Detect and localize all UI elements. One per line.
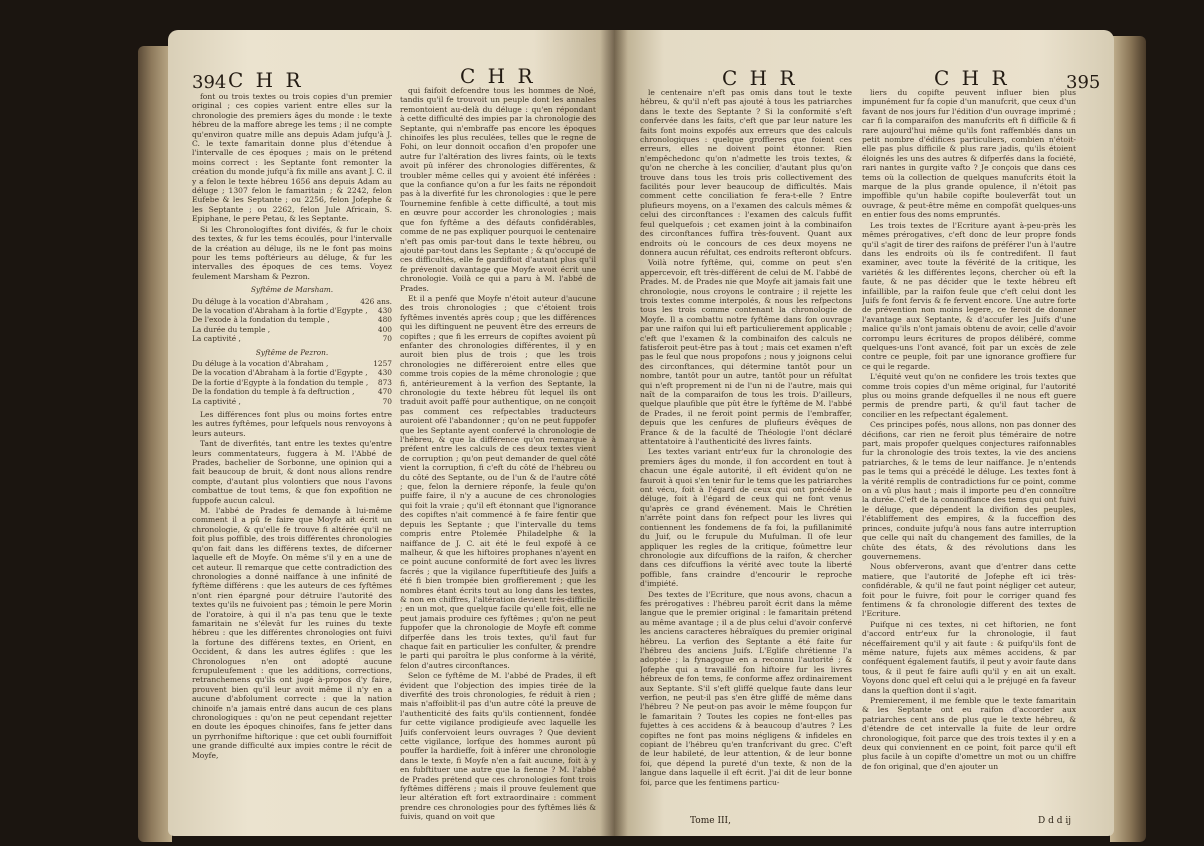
right-column-2 <box>862 88 1076 812</box>
paragraph: M. l'abbé de Prades fe demande à lui-même comment il a pû fe faire que Moyfe ait écrit un chronologie, & qu'elle fe trouve fi altérée qu'il ne foit plus poffible, des trois différentes chronologies qu'on fait dans les différens textes, de difcerner laquelle eft de Moyfe. On même s'il y en a une de cet auteur. Il remarque que cette contradiction des chronologies a donné naiffance à une infinité de fyftème différens : que les auteurs de ces fyftêmes n'ont rien épargné pour détruire l'autorité des textes qu'ils ne fuivoient pas ; témoin le pere Morin de l'oratoire, à qui il n'a pas tenu que le texte famaritain ne s'élevât fur les ruines du texte hébreu : que les différentes chronologies ont fuivi la fortune des différens textes, en Orient, en Occident, & dans les autres églifes : que les Chronologues n'en ont adopté aucune fcrupuleufement : que les additions, corrections, retranchemens qu'ils ont jugé à-propos d'y faire, prouvent bien qu'il leur avoit même il n'y en a aucune d'abfolument correcte : que la nation chinoife n'a jamais entré dans aucun de ces plans chronologiques : qu'on ne peut cependant rejetter en doute les époques chinoifes, fans fe jetter dans un pyrrhonifme hiftorique : que cet oubli fourniffoit une grande difficulté aux impies contre le récit de Moyfe, <box>192 506 392 760</box>
paragraph: Nous obferverons, avant que d'entrer dans cette matiere, que l'autorité de Jofephe eft ici très-confidérable, & qu'il ne faut point négliger cet auteur, foit pour le fuivre, foit pour le corriger quand fes fentimens & fa chronologie different des textes de l'Ecriture. <box>862 562 1076 619</box>
paragraph: Si les Chronologiftes font divifés, & fur le choix des textes, & fur les tems écoulés, pour l'intervalle de la création au déluge, ils ne le font pas moins pour les tems poftérieurs au déluge, & fur les intervalles des époques de ces tems. Voyez feulement Marsham & Pezron. <box>192 224 392 281</box>
list-row <box>192 334 392 343</box>
row-label: La captivité , <box>192 334 241 344</box>
row-value: 470 <box>377 387 392 397</box>
paragraph: Voilà notre fyftême, qui, comme on peut s'en appercevoir, eft très-différent de celui de M. l'abbé de Prades. M. de Prades nie que Moyfe ait jamais fait une chronologie, nous croyons le contraire ; il rejette les trois textes comme interpolés, & nous les refpectons tous les trois comme contenant la chronologie de Moyfe. Il a combattu notre fyftême dans fon ouvrage par une raifon qui lui eft particulierement applicable ; c'eft que l'examen & la combinaifon des calculs ne fatisferoit peut-être pas à tout ; mais cet examen n'eft pas le feul que nous propofons ; nous y joignons celui des circonftances, qui détermine tantôt pour un nombre, tantôt pour un autre, tantôt pour un réfultat qui n'eft proprement ni de l'un ni de l'autre, mais qui naît de la comparaifon de tous les trois. D'ailleurs, quelque plaufible que pût être le fyftême de M. l'abbé de Prades, il ne feroit point permis de l'embraffer, depuis que les cenfures de plufieurs évêques de France & de la faculté de Théologie l'ont déclaré attentatoire à l'authenticité des livres faints. <box>640 258 852 447</box>
paragraph: Premierement, il me femble que le texte famaritain & les Septante ont eu raifon d'accorder aux patriarches cent ans de plus que le texte hébreu, & d'étendre de cet intervalle la fuite de leur ordre chronologique, foit parce que des trois textes il y en a deux qui conviennent en ce point, foit parce qu'il eft plus facile à un copifte d'omettre un mot ou un chiffre de fon original, que d'en ajouter un <box>862 696 1076 771</box>
row-value: 1257 <box>373 358 392 368</box>
list-row <box>192 325 392 334</box>
row-label: De la vocation d'Abraham à la fortie d'Egypte , <box>192 305 368 315</box>
paragraph: Et il a penfé que Moyfe n'étoit auteur d'aucune des trois chronologies ; que c'étoient trois fyftêmes inventés après coup ; que les différences qui les diftinguent ne peuvent être des erreurs de copiftes ; que fi les erreurs de copiftes avoient pû enfanter des chronologies différentes, il y en auroit bien plus de trois ; que les trois chronologies ne différeroient entre elles que comme trois copies de la même chronologie ; que fi, antérieurement à la verfion des Septante, la chronologie du texte hébreu fût lequel ils ont traduit avoit paffé pour authentique, on ne conçoit pas comment ces refpectables traducteurs auroient ofé l'abandonner ; qu'on ne peut fuppofer que les Septante ayent confervé la chronologie de l'hébreu, & que la différence qu'on remarque à préfent entre les calculs de ces deux textes vient de corruption ; qu'on peut demander de quel côté vient la corruption, fi c'eft du côté de l'hébreu ou du côté des Septante, ou de l'un & de l'autre côté ; que, felon la derniere réponfe, la feule qu'on puiffe faire, il n'y a aucune de ces chronologies qui foit la vraie ; qu'il eft étonnant que l'ignorance des copiftes n'ait commencé à fe faire fentir que depuis les Septante ; que l'intervalle du tems compris entre Ptolemée Philadelphe & la naiffance de J. C. ait été le feul expofé à ce malheur, & que les hiftoires prophanes n'ayent en ce point aucune conformité de fort avec les livres facrés ; que la vigilance fuperftitieufe des Juifs a été fi bien trompée bien groffierement ; que les nombres étant écrits tout au long dans les textes, & non en chiffres, l'altération devient très-difficile ; en un mot, que quelque facile qu'elle foit, elle ne peut jamais produire ces fyftêmes ; qu'on ne peut fuppofer que la chronologie de Moyfe eft comme difperfée dans les trois textes, qu'il faut fur chaque fait en particulier les confulter, & prendre le parti qui paroîtra le plus conforme à la vérité, felon d'autres circonftances. <box>400 293 596 670</box>
row-value: 70 <box>382 396 392 406</box>
list-row <box>192 297 392 306</box>
row-label: Du déluge à la vocation d'Abraham , <box>192 296 329 306</box>
list-row <box>192 306 392 315</box>
left-running-head-1: C H R <box>228 68 304 92</box>
page-edges-right <box>1110 36 1146 842</box>
left-column-2 <box>400 86 596 830</box>
right-page-number: 395 <box>1066 72 1101 93</box>
paragraph: qui faifoit defcendre tous les hommes de Noé, tandis qu'il fe trouvoit un peuple dont les annales remontoient au-delà du déluge : qu'en répondant à cette difficulté des impies par la chronologie des Septante, qui n'embraffe pas encore les époques chinoifes les plus reculées, telles que le regne de Fohi, on leur donnoit occafion d'en propofer une autre fur l'altération des livres faints, où le texts avoit pû inférer des chronologies différentes, & troubler même celles qui y avoient été inférées : que la confiance qu'on a fur les faits ne répondoit pas à la diverfité fur les chronologies : que le pere Tournemine fenfible à cette difficulté, a tout mis en œuvre pour accorder les chronologies ; mais que fon fyftême a des défauts confidérables, comme de ne pas expliquer pourquoi le centenaire n'eft pas omis par-tout dans le texte hébreu, ou ajouté par-tout dans les Septante ; & qu'occupé de ces difficultés, elle fe gardiffoit d'autant plus qu'il fe prévenoit davantage que Moyfe avoit écrit une chronologie. Voilà ce qui a paru à M. l'abbé de Prades. <box>400 86 596 293</box>
row-value: 430 <box>377 305 392 315</box>
marsham-system-list <box>192 285 392 343</box>
list-row <box>192 368 392 377</box>
list-row <box>192 387 392 396</box>
row-label: De la fondation du temple à fa deftruction , <box>192 387 355 397</box>
right-footer-volume: Tome III, <box>690 816 731 826</box>
row-value: 70 <box>382 334 392 344</box>
pezron-system-list <box>192 348 392 406</box>
list-row <box>192 397 392 406</box>
list-title: Syftême de Pezron. <box>255 347 329 357</box>
list-title: Syftême de Marsham. <box>250 285 334 295</box>
row-label: De l'exode à la fondation du temple , <box>192 315 330 325</box>
paragraph: le centenaire n'eft pas omis dans tout le texte hébreu, & qu'il n'eft pas ajouté à tous les patriarches dans le texte des Septante ? Si la conformité s'eft confervée dans les faits, c'eft que par leur nature les faits font moins expofés aux erreurs que des calculs chronologiques : quelque groffieres que foient ces erreurs, elles ne doivent point étonner. Rien n'empêchedonc qu'on n'admette les trois textes, & qu'on ne cherche à les concilier, d'autant plus qu'on trouve dans tous les trois pris collectivement des facilités pour lever beaucoup de difficultés. Mais comment cette conciliation fe fera-t-elle ? Entre plufieurs moyens, on a l'examen des calculs mêmes & celui des circonftances : l'examen des calculs fuffit feul quelquefois ; cet examen joint à la combinaifon des circonftances fuffira très-fouvent. Quant aux endroits où le concours de ces deux moyens ne donnera aucun réfultat, ces endroits refteront obfcurs. <box>640 88 852 257</box>
row-value: 400 <box>377 324 392 334</box>
list-row <box>192 378 392 387</box>
paragraph: liers du copifte peuvent influer bien plus impunément fur fa copie d'un manufcrit, que ceux d'un favant de nos jours fur l'édition d'un ouvrage imprimé ; car fi la comparaifon des manufcrits eft fi difficile & fi rare aujourd'hui même qu'ils font raffemblés dans un petit nombre d'édifices particuliers, combien n'étoit-elle pas plus difficile & plus rare jadis, qu'ils étoient éloignés les uns des autres & difperfés dans la fociété, rari nantes in gurgite vafto ? Je conçois que dans ces tems où la collection de quelques manufcrits étoit la marque de la plus grande opulence, il n'étoit pas impoffible qu'un habile copifte bouleverfât tout un ouvrage, & peut-être même en compofât quelques-uns en entier fous des noms empruntés. <box>862 88 1076 220</box>
list-row <box>192 315 392 324</box>
paragraph: Ces principes pofés, nous allons, non pas donner des décifions, car rien ne feroit plus téméraire de notre part, mais propofer quelques conjectures raifonnables fur la chronologie des trois textes, la vie des anciens patriarches, & le tems de leur naiffance. Je n'entends pas le tems qui a précédé le déluge. Les textes font à la vérité remplis de contradictions fur ce point, comme on a vû plus haut ; mais il importe peu d'en connoître la durée. C'eft de la connoiffance des tems qui ont fuivi le déluge, que dépendent la divifion des peuples, l'établiffement des empires, & la fucceffion des princes, conduite jufqu'à nous fans autre interruption que celle qui naît du changement des familles, de la chûte des états, & des révolutions dans les gouvernemens. <box>862 420 1076 561</box>
paragraph: Les trois textes de l'Ecriture ayant à-peu-près les mêmes prérogatives, c'eft donc de leur propre fonds qu'il s'agit de tirer des raifons de préférer l'un à l'autre dans les endroits où ils fe contredifent. Il faut examiner, avec toute la févérité de la critique, les variétés & les différentes leçons, chercher où eft la faute, & ne pas décider que le texte hébreu eft infaillible, par la raifon feule que c'eft celui dont les Juifs fe font fervis & fe fervent encore. Une autre forte de prévention non moins legere, ce feroit de donner l'avantage aux Septante, & d'accufer les Juifs d'une malice qu'ils n'ont jamais obtenu de avoir, celle d'avoir corrompu leurs écritures de propos délibéré, comme quelques-uns l'ont avancé, foit par un excès de zele contre ce peuple, foit par une ignorance groffiere fur ce qui le regarde. <box>862 220 1076 371</box>
right-running-head-2: C H R <box>934 66 1010 90</box>
row-value: 480 <box>377 315 392 325</box>
right-footer-signature: D d d ij <box>1038 816 1071 826</box>
row-label: La durée du temple , <box>192 324 271 334</box>
paragraph: Puifque ni ces textes, ni cet hiftorien, ne font d'accord entr'eux fur la chronologie, il faut néceffairement qu'il y ait faute : & puifqu'ils font de même nature, fujets aux mêmes accidens, & par conféquent également fautifs, il peut y avoir faute dans tous, & il peut fe faire aufli qu'il y en ait un exalt. Voyons donc quel eft celui qui a le préjugé en fa faveur dans la queftion dont il s'agit. <box>862 619 1076 695</box>
row-value: 430 <box>377 368 392 378</box>
row-label: De la fortie d'Egypte à la fondation du temple , <box>192 377 369 387</box>
page-edges-left <box>138 46 172 842</box>
row-label: Du déluge à la vocation d'Abraham , <box>192 358 329 368</box>
row-value: 873 <box>377 377 392 387</box>
row-value: 426 ans. <box>360 296 392 306</box>
paragraph: L'équité veut qu'on ne confidere les trois textes que comme trois copies d'un même original, fur l'autorité plus ou moins grande defquelles il ne nous eft guere permis de prendre parti, & qu'il faut tacher de concilier en les refpectant également. <box>862 372 1076 419</box>
right-column-1 <box>640 88 852 812</box>
left-page-number: 394 <box>192 72 227 93</box>
paragraph: Les textes variant entr'eux fur la chronologie des premiers âges du monde, il fon accordent en tout à chacun une égale autorité, il eft évident qu'on ne fauroit à quoi s'en tenir fur le tems que les patriarches ont vécu, foit à l'égard de ceux qui ont précédé le déluge, foit à l'égard de ceux qui ne font venus qu'après ce grand événement. Mais le Chrétien n'arrête point dans fon refpect pour les livres qui contiennent les fondemens de fa foi, la pufillanimité du Juif, ou le fcrupule du Mufulman. Il ofe leur appliquer les regles de la critique, foûmettre leur chronologie aux difcuffions de la raifon, & chercher dans ces difcuffions la vérité avec toute la liberté poffible, fans craindre d'encourir le reproche d'impiété. <box>640 447 852 589</box>
row-label: La captivité , <box>192 396 241 406</box>
paragraph: Tant de diverfités, tant entre les textes qu'entre leurs commentateurs, fuggera à M. l'Abbé de Prades, bachelier de Sorbonne, une opinion qui a fait beaucoup de bruit, & dont nous allons rendre compte, d'autant plus volontiers que nous l'avons combattue de tout tems, & que fon expofition ne fuppofe aucun calcul. <box>192 439 392 505</box>
book-gutter <box>600 30 628 836</box>
row-label: De la vocation d'Abraham à la fortie d'Egypte , <box>192 368 368 378</box>
list-row <box>192 359 392 368</box>
right-running-head-1: C H R <box>722 66 798 90</box>
left-column-1 <box>192 92 392 830</box>
paragraph: Les différences font plus ou moins fortes entre les autres fyftêmes, pour lefquels nous renvoyons à leurs auteurs. <box>192 410 392 438</box>
left-running-head-2: C H R <box>460 64 536 88</box>
paragraph: Selon ce fyftême de M. l'abbé de Prades, il eft évident que l'objection des impies tirée de la diverfité des trois chronologies, fe réduit à rien ; mais n'affoiblit-il pas d'un autre côté la preuve de l'authenticité des faits qu'ils contiennent, fondée fur cette vigilance prodigieufe avec laquelle les Juifs confervoient leurs ouvrages ? Que devient cette vigilance, lorfque des hommes auront pû pouffer la hardieffe, foit à inférer une chronologie dans le texte, fi Moyfe n'en a fait aucune, foit à y en fubftituer une autre que la fienne ? M. l'abbé de Prades prétend que ces chronologies font trois fyftêmes différens ; mais il prouve feulement que leur altération eft fort extraordinaire : comment prendre ces chronologies pour des fyftêmes liés & fuivis, quand on voit que <box>400 671 596 822</box>
paragraph: Des textes de l'Ecriture, que nous avons, chacun a fes prérogatives : l'hébreu paroît écrit dans la même langue que le premier original : le famaritain prétend au même avantage ; il a de plus celui d'avoir confervé les anciens caracteres hébraïques du premier original hébreu. La verfion des Septante a été faite fur l'hébreu des anciens Juifs. L'Eglife chrétienne l'a adoptée ; la fynagogue en a reconnu l'autorité ; & Jofephe qui a travaillé fon hiftoire fur les livres hébreux de fon tems, fe conforme affez ordinairement aux Septante. S'il s'eft gliffé quelque faute dans leur verfion, ne peut-il pas s'en être gliffé de même dans l'hébreu ? Ne peut-on pas avoir le même foupçon fur le famaritain ? Toutes les copies ne font-elles pas fujettes à ces accidens & à beaucoup d'autres ? Les copiftes ne font pas moins négligens & infideles en copiant de l'hébreu qu'en tranfcrivant du grec. C'eft de leur habileté, de leur attention, & de leur bonne foi, que dépend la pureté d'un texte, & non de la langue dans laquelle il eft écrit. J'ai dit de leur bonne foi, parce que les fentimens particu- <box>640 589 852 787</box>
paragraph: font ou trois textes ou trois copies d'un premier original ; ces copies varient entre elles sur la chronologie des premiers âges du monde : le texte hébreu de la maffore abrege les tems ; il ne compte qu'environ quatre mille ans depuis Adam jufqu'à J. C. le texte famaritain donne plus d'étendue à l'intervalle de ces époques ; mais on le prétend moins correct : les Septante font remonter la création du monde jufqu'à fix mille ans avant J. C. il y a felon le texte hébreu 1656 ans depuis Adam au déluge ; 1307 felon le famaritain ; & 2242, felon Eufebe & les Septante ; ou 2256, felon Jofephe & les Septante ; ou 2262, felon Jule Africain, S. Epiphane, le pere Petau, & les Septante. <box>192 92 392 224</box>
